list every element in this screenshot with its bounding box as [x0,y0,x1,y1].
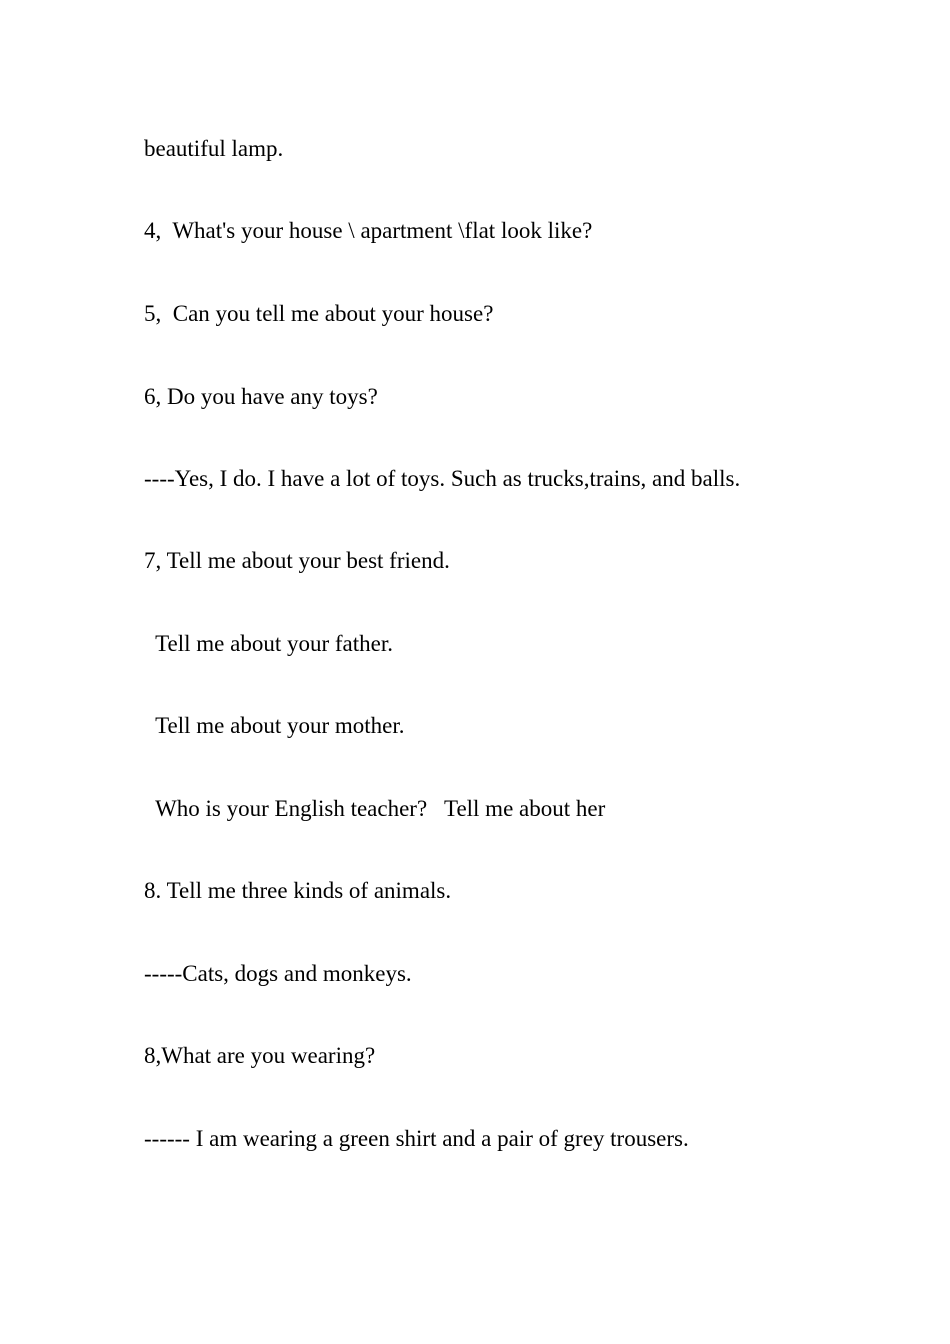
question-english-teacher: Who is your English teacher? Tell me about her [144,796,606,821]
text-line-lamp: beautiful lamp. [144,136,284,161]
question-father: Tell me about your father. [144,631,393,656]
answer-animals: -----Cats, dogs and monkeys. [144,961,412,986]
question-mother: Tell me about your mother. [144,713,405,738]
question-house-look: 4, What's your house \ apartment \flat look like? [144,218,593,243]
question-wearing: 8,What are you wearing? [144,1043,376,1068]
question-animals: 8. Tell me three kinds of animals. [144,878,452,903]
question-best-friend: 7, Tell me about your best friend. [144,548,450,573]
answer-wearing: ------ I am wearing a green shirt and a pair of grey trousers. [144,1126,689,1151]
question-toys: 6, Do you have any toys? [144,384,378,409]
answer-toys: ----Yes, I do. I have a lot of toys. Such as trucks,trains, and balls. [144,466,741,491]
question-tell-house: 5, Can you tell me about your house? [144,301,494,326]
